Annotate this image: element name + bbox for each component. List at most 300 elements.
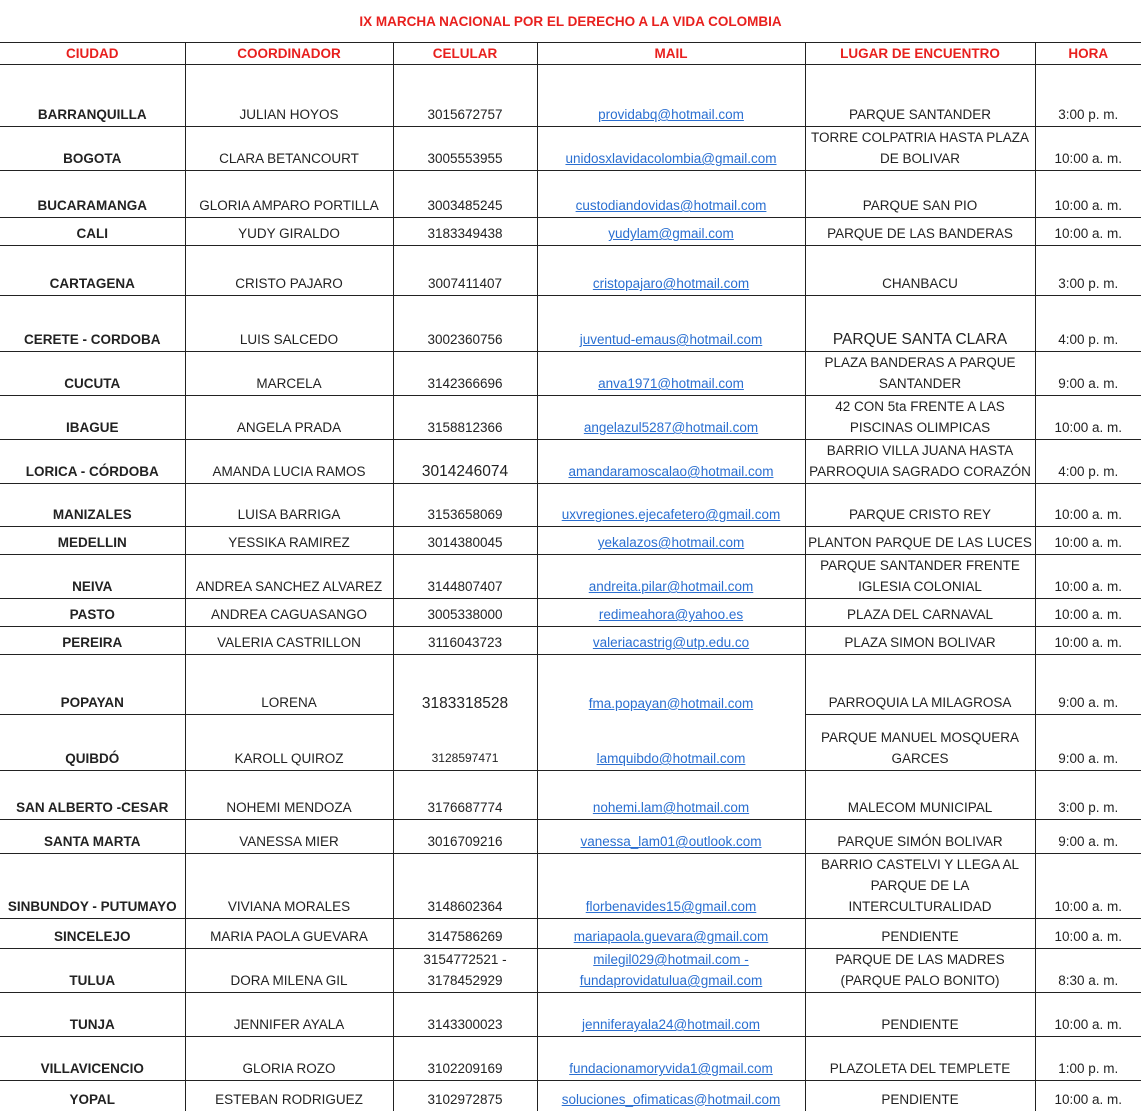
- lugar-text: TORRE COLPATRIA HASTA PLAZA DE BOLIVAR: [810, 130, 1030, 166]
- mail-cell[interactable]: [537, 771, 805, 820]
- lugar-text: PARQUE MANUEL MOSQUERA GARCES: [820, 730, 1020, 766]
- ciudad-text: BUCARAMANGA: [37, 198, 147, 213]
- ciudad-text: SANTA MARTA: [44, 834, 141, 849]
- hora-text: 10:00 a. m.: [1054, 198, 1123, 213]
- lugar-cell: [805, 527, 1035, 555]
- celular-text: 3116043723: [427, 635, 503, 650]
- ciudad-cell: [0, 1037, 185, 1081]
- ciudad-text: IBAGUE: [65, 420, 119, 435]
- celular-cell: [393, 484, 537, 527]
- celular-cell: [393, 65, 537, 127]
- mail-link[interactable]: nohemi.lam@hotmail.com: [592, 800, 750, 815]
- table-row: [0, 440, 1141, 484]
- mail-link[interactable]: juventud-emaus@hotmail.com: [579, 332, 763, 347]
- coordinador-cell: [185, 820, 393, 854]
- hora-text: 10:00 a. m.: [1054, 579, 1123, 594]
- ciudad-cell: [0, 527, 185, 555]
- lugar-text: MALECOM MUNICIPAL: [847, 800, 993, 815]
- hora-text: 1:00 p. m.: [1058, 1061, 1119, 1076]
- lugar-cell: [805, 655, 1035, 715]
- lugar-cell: [805, 820, 1035, 854]
- coordinador-cell: [185, 655, 393, 715]
- hora-cell: [1035, 820, 1141, 854]
- ciudad-cell: [0, 655, 185, 715]
- ciudad-cell: [0, 246, 185, 296]
- celular-text: 3183318528: [421, 694, 509, 712]
- lugar-cell: [805, 218, 1035, 246]
- mail-link[interactable]: soluciones_ofimaticas@hotmail.com: [561, 1091, 781, 1107]
- lugar-text: PENDIENTE: [881, 929, 959, 944]
- mail-link[interactable]: jenniferayala24@hotmail.com: [581, 1017, 761, 1032]
- coordinador-cell: [185, 1037, 393, 1081]
- ciudad-text: SAN ALBERTO -CESAR: [16, 800, 169, 815]
- coordinador-cell: [185, 599, 393, 627]
- celular-text: 3102209169: [427, 1061, 503, 1076]
- table-row: [0, 65, 1141, 127]
- celular-cell: [393, 555, 537, 599]
- coordinador-text: CLARA BETANCOURT: [219, 151, 359, 166]
- lugar-cell: [805, 715, 1035, 771]
- mail-link[interactable]: amandaramoscalao@hotmail.com: [568, 464, 774, 479]
- table-row: [0, 171, 1141, 218]
- table-row: [0, 599, 1141, 627]
- mail-cell[interactable]: [537, 949, 805, 993]
- ciudad-text: LORICA - CÓRDOBA: [25, 464, 159, 479]
- mail-link[interactable]: custodiandovidas@hotmail.com: [575, 198, 767, 213]
- lugar-cell: [805, 484, 1035, 527]
- hora-cell: [1035, 854, 1141, 919]
- hora-text: 10:00 a. m.: [1054, 929, 1123, 944]
- coordinador-text: DORA MILENA GIL: [230, 973, 348, 988]
- hora-cell: [1035, 1081, 1141, 1111]
- table-row: [0, 555, 1141, 599]
- ciudad-cell: [0, 599, 185, 627]
- sheet-title: IX MARCHA NACIONAL POR EL DERECHO A LA VIDA COLOMBIA: [359, 13, 782, 29]
- coordinador-cell: [185, 527, 393, 555]
- lugar-text: 42 CON 5ta FRENTE A LAS PISCINAS OLIMPICAS: [835, 399, 1005, 435]
- lugar-text: PLAZA SIMON BOLIVAR: [844, 635, 996, 650]
- hora-text: 10:00 a. m.: [1054, 226, 1123, 241]
- lugar-cell: [805, 993, 1035, 1037]
- lugar-cell: [805, 127, 1035, 171]
- ciudad-cell: [0, 919, 185, 949]
- table-row: [0, 854, 1141, 919]
- ciudad-text: CALI: [76, 226, 108, 241]
- mail-cell[interactable]: [537, 555, 805, 599]
- ciudad-text: TUNJA: [69, 1017, 115, 1032]
- mail-cell[interactable]: [537, 440, 805, 484]
- header-ciudad: CIUDAD: [0, 43, 185, 65]
- celular-text: 3128597471: [431, 751, 499, 765]
- coordinador-text: JULIAN HOYOS: [239, 107, 339, 122]
- hora-cell: [1035, 715, 1141, 771]
- hora-cell: [1035, 171, 1141, 218]
- lugar-text: PARQUE SANTANDER FRENTE IGLESIA COLONIAL: [820, 558, 1020, 594]
- hora-cell: [1035, 296, 1141, 352]
- ciudad-cell: [0, 1081, 185, 1111]
- celular-text: 3154772521 - 3178452929: [423, 952, 507, 988]
- celular-text: 3002360756: [427, 332, 503, 347]
- table-row: [0, 396, 1141, 440]
- celular-cell: [393, 352, 537, 396]
- lugar-text: PARQUE DE LAS MADRES (PARQUE PALO BONITO): [835, 952, 1005, 988]
- hora-text: 10:00 a. m.: [1054, 1017, 1123, 1032]
- lugar-text: PARQUE SANTA CLARA: [832, 331, 1008, 348]
- lugar-cell: [805, 555, 1035, 599]
- table-row: [0, 949, 1141, 993]
- header-lugar: LUGAR DE ENCUENTRO: [805, 43, 1035, 65]
- celular-text: 3147586269: [427, 929, 503, 944]
- mail-cell[interactable]: [537, 599, 805, 627]
- ciudad-cell: [0, 820, 185, 854]
- mail-link[interactable]: yudylam@gmail.com: [608, 226, 734, 241]
- header-coordinador: COORDINADOR: [185, 43, 393, 65]
- ciudad-cell: [0, 993, 185, 1037]
- hora-text: 9:00 a. m.: [1058, 751, 1119, 766]
- coordinador-cell: [185, 171, 393, 218]
- table-row: [0, 296, 1141, 352]
- hora-text: 10:00 a. m.: [1054, 1091, 1123, 1107]
- table-row: [0, 771, 1141, 820]
- mail-link[interactable]: cristopajaro@hotmail.com: [592, 276, 750, 291]
- ciudad-text: BOGOTA: [63, 151, 122, 166]
- coordinador-cell: [185, 949, 393, 993]
- celular-text: 3015672757: [427, 107, 503, 122]
- celular-text: 3148602364: [427, 899, 503, 914]
- coordinador-cell: [185, 484, 393, 527]
- celular-cell: [393, 440, 537, 484]
- celular-text: 3158812366: [427, 420, 503, 435]
- ciudad-cell: [0, 65, 185, 127]
- lugar-text: PLAZOLETA DEL TEMPLETE: [829, 1061, 1011, 1076]
- hora-text: 3:00 p. m.: [1058, 107, 1119, 122]
- lugar-cell: [805, 352, 1035, 396]
- header-hora: HORA: [1035, 43, 1141, 65]
- ciudad-cell: [0, 440, 185, 484]
- coordinador-text: GLORIA AMPARO PORTILLA: [199, 198, 379, 213]
- ciudad-text: MANIZALES: [52, 507, 132, 522]
- hora-cell: [1035, 246, 1141, 296]
- table-body: [0, 65, 1141, 1111]
- coordinador-cell: [185, 919, 393, 949]
- celular-cell: [393, 171, 537, 218]
- lugar-cell: [805, 599, 1035, 627]
- hora-cell: [1035, 527, 1141, 555]
- ciudad-text: YOPAL: [69, 1091, 115, 1107]
- lugar-text: PLAZA BANDERAS A PARQUE SANTANDER: [824, 355, 1016, 391]
- coordinador-text: VIVIANA MORALES: [227, 899, 351, 914]
- ciudad-text: PEREIRA: [62, 635, 123, 650]
- hora-text: 9:00 a. m.: [1058, 376, 1119, 391]
- celular-text: 3176687774: [427, 800, 503, 815]
- ciudad-text: TULUA: [69, 973, 116, 988]
- table-row: [0, 246, 1141, 296]
- ciudad-text: BARRANQUILLA: [37, 107, 147, 122]
- lugar-text: PARROQUIA LA MILAGROSA: [828, 695, 1012, 710]
- lugar-cell: [805, 1037, 1035, 1081]
- table-row: [0, 484, 1141, 527]
- lugar-cell: [805, 854, 1035, 919]
- mail-link[interactable]: angelazul5287@hotmail.com: [583, 420, 759, 435]
- ciudad-text: SINCELEJO: [53, 929, 131, 944]
- table-row: [0, 655, 1141, 715]
- ciudad-cell: [0, 627, 185, 655]
- hora-text: 3:00 p. m.: [1058, 800, 1119, 815]
- table-row: [0, 1037, 1141, 1081]
- ciudad-text: SINBUNDOY - PUTUMAYO: [7, 899, 177, 914]
- lugar-cell: [805, 65, 1035, 127]
- hora-cell: [1035, 352, 1141, 396]
- table-row: [0, 715, 1141, 771]
- lugar-cell: [805, 1081, 1035, 1111]
- lugar-text: PENDIENTE: [881, 1091, 959, 1107]
- ciudad-cell: [0, 771, 185, 820]
- celular-cell: [393, 771, 537, 820]
- ciudad-cell: [0, 854, 185, 919]
- mail-cell[interactable]: [537, 218, 805, 246]
- hora-text: 3:00 p. m.: [1058, 276, 1119, 291]
- coordinador-cell: [185, 555, 393, 599]
- mail-link[interactable]: mariapaola.guevara@gmail.com: [573, 929, 769, 944]
- coordinador-cell: [185, 296, 393, 352]
- coordinador-text: GLORIA ROZO: [242, 1061, 336, 1076]
- mail-cell[interactable]: [537, 127, 805, 171]
- coordinador-cell: [185, 246, 393, 296]
- table-row: [0, 218, 1141, 246]
- hora-cell: [1035, 396, 1141, 440]
- coordinador-text: VANESSA MIER: [239, 834, 339, 849]
- hora-text: 10:00 a. m.: [1054, 420, 1123, 435]
- ciudad-cell: [0, 352, 185, 396]
- hora-text: 10:00 a. m.: [1054, 151, 1123, 166]
- hora-text: 10:00 a. m.: [1054, 635, 1123, 650]
- coordinador-cell: [185, 854, 393, 919]
- mail-link[interactable]: valeriacastrig@utp.edu.co: [592, 635, 750, 650]
- mail-link[interactable]: yekalazos@hotmail.com: [597, 535, 745, 550]
- coordinador-text: JENNIFER AYALA: [233, 1017, 345, 1032]
- celular-cell: [393, 715, 537, 771]
- lugar-text: PARQUE CRISTO REY: [848, 507, 992, 522]
- coordinador-text: ANDREA SANCHEZ ALVAREZ: [195, 579, 383, 594]
- hora-cell: [1035, 771, 1141, 820]
- header-mail: MAIL: [537, 43, 805, 65]
- mail-link[interactable]: redimeahora@yahoo.es: [598, 607, 744, 622]
- celular-text: 3153658069: [427, 507, 503, 522]
- mail-link[interactable]: andreita.pilar@hotmail.com: [588, 579, 754, 594]
- coordinador-text: ANDREA CAGUASANGO: [210, 607, 368, 622]
- ciudad-text: CUCUTA: [64, 376, 121, 391]
- celular-text: 3005338000: [427, 607, 503, 622]
- celular-cell: [393, 127, 537, 171]
- mail-cell[interactable]: [537, 65, 805, 127]
- lugar-cell: [805, 949, 1035, 993]
- hora-cell: [1035, 440, 1141, 484]
- mail-cell[interactable]: [537, 627, 805, 655]
- hora-cell: [1035, 655, 1141, 715]
- celular-text: 3005553955: [427, 151, 503, 166]
- celular-cell: [393, 919, 537, 949]
- celular-text: 3143300023: [427, 1017, 503, 1032]
- ciudad-cell: [0, 218, 185, 246]
- coordinador-text: AMANDA LUCIA RAMOS: [212, 464, 366, 479]
- lugar-cell: [805, 296, 1035, 352]
- ciudad-text: VILLAVICENCIO: [40, 1061, 144, 1076]
- celular-text: 3144807407: [427, 579, 503, 594]
- coordinador-text: KAROLL QUIROZ: [234, 751, 344, 766]
- mail-link[interactable]: fundacionamoryvida1@gmail.com: [569, 1061, 773, 1076]
- hora-cell: [1035, 65, 1141, 127]
- lugar-text: PARQUE SANTANDER: [848, 107, 992, 122]
- celular-text: 3016709216: [427, 834, 503, 849]
- lugar-cell: [805, 440, 1035, 484]
- celular-cell: [393, 599, 537, 627]
- marcha-table: [0, 42, 1141, 1111]
- coordinador-text: YESSIKA RAMIREZ: [228, 535, 350, 550]
- coordinador-text: LUIS SALCEDO: [239, 332, 339, 347]
- coordinador-cell: [185, 993, 393, 1037]
- mail-link[interactable]: milegil029@hotmail.com - fundaprovidatulua@gmail.com: [579, 952, 763, 988]
- coordinador-cell: [185, 715, 393, 771]
- header-row: [0, 43, 1141, 65]
- hora-cell: [1035, 993, 1141, 1037]
- coordinador-cell: [185, 65, 393, 127]
- coordinador-text: NOHEMI MENDOZA: [226, 800, 352, 815]
- celular-cell: [393, 655, 537, 715]
- coordinador-cell: [185, 771, 393, 820]
- lugar-text: BARRIO CASTELVI Y LLEGA AL PARQUE DE LA INTERCULTURALIDAD: [820, 857, 1020, 914]
- mail-cell[interactable]: [537, 993, 805, 1037]
- celular-text: 3183349438: [427, 226, 503, 241]
- table-row: [0, 527, 1141, 555]
- ciudad-cell: [0, 171, 185, 218]
- ciudad-cell: [0, 396, 185, 440]
- celular-text: 3007411407: [427, 276, 503, 291]
- celular-cell: [393, 527, 537, 555]
- celular-text: 3142366696: [427, 376, 503, 391]
- lugar-cell: [805, 246, 1035, 296]
- mail-cell[interactable]: [537, 919, 805, 949]
- celular-cell: [393, 854, 537, 919]
- celular-cell: [393, 820, 537, 854]
- celular-text: 3014246074: [421, 463, 509, 480]
- table-row: [0, 627, 1141, 655]
- lugar-text: BARRIO VILLA JUANA HASTA PARROQUIA SAGRADO CORAZÓN: [809, 443, 1031, 479]
- mail-link[interactable]: florbenavides15@gmail.com: [585, 899, 757, 914]
- ciudad-cell: [0, 715, 185, 771]
- coordinador-text: MARIA PAOLA GUEVARA: [210, 929, 368, 944]
- lugar-text: PLANTON PARQUE DE LAS LUCES: [808, 535, 1032, 550]
- mail-link[interactable]: lamquibdo@hotmail.com: [596, 751, 746, 766]
- ciudad-text: CERETE - CORDOBA: [23, 332, 161, 347]
- hora-cell: [1035, 127, 1141, 171]
- hora-cell: [1035, 484, 1141, 527]
- lugar-text: PENDIENTE: [881, 1017, 959, 1032]
- hora-cell: [1035, 949, 1141, 993]
- ciudad-text: POPAYAN: [60, 695, 124, 710]
- coordinador-cell: [185, 396, 393, 440]
- table-row: [0, 993, 1141, 1037]
- mail-cell[interactable]: [537, 715, 805, 771]
- celular-cell: [393, 993, 537, 1037]
- celular-cell: [393, 949, 537, 993]
- table-row: [0, 1081, 1141, 1111]
- hora-text: 4:00 p. m.: [1058, 332, 1119, 347]
- ciudad-text: NEIVA: [72, 579, 113, 594]
- celular-cell: [393, 296, 537, 352]
- lugar-text: CHANBACU: [882, 276, 958, 291]
- coordinador-text: LUISA BARRIGA: [237, 507, 341, 522]
- mail-cell[interactable]: [537, 296, 805, 352]
- mail-link[interactable]: uxvregiones.ejecafetero@gmail.com: [561, 507, 781, 522]
- coordinador-text: CRISTO PAJARO: [235, 276, 343, 291]
- celular-cell: [393, 396, 537, 440]
- hora-cell: [1035, 627, 1141, 655]
- mail-link[interactable]: providabq@hotmail.com: [598, 107, 744, 122]
- mail-cell[interactable]: [537, 854, 805, 919]
- mail-cell[interactable]: [537, 655, 805, 715]
- mail-cell[interactable]: [537, 484, 805, 527]
- hora-text: 4:00 p. m.: [1058, 464, 1119, 479]
- coordinador-cell: [185, 127, 393, 171]
- hora-cell: [1035, 1037, 1141, 1081]
- mail-link[interactable]: unidosxlavidacolombia@gmail.com: [565, 151, 777, 166]
- mail-link[interactable]: anva1971@hotmail.com: [598, 376, 744, 391]
- celular-text: 3102972875: [427, 1091, 503, 1107]
- table-row: [0, 820, 1141, 854]
- celular-cell: [393, 246, 537, 296]
- coordinador-text: ANGELA PRADA: [236, 420, 342, 435]
- mail-cell[interactable]: [537, 527, 805, 555]
- lugar-text: PARQUE SIMÓN BOLIVAR: [837, 834, 1003, 849]
- mail-cell[interactable]: [537, 171, 805, 218]
- celular-cell: [393, 1081, 537, 1111]
- table-row: [0, 127, 1141, 171]
- mail-cell[interactable]: [537, 396, 805, 440]
- hora-text: 9:00 a. m.: [1058, 695, 1119, 710]
- ciudad-text: MEDELLIN: [57, 535, 127, 550]
- mail-cell[interactable]: [537, 1037, 805, 1081]
- lugar-text: PARQUE SAN PIO: [862, 198, 978, 213]
- hora-text: 10:00 a. m.: [1054, 535, 1123, 550]
- mail-cell[interactable]: [537, 246, 805, 296]
- ciudad-cell: [0, 555, 185, 599]
- ciudad-cell: [0, 949, 185, 993]
- lugar-cell: [805, 771, 1035, 820]
- hora-cell: [1035, 919, 1141, 949]
- hora-text: 8:30 a. m.: [1058, 973, 1119, 988]
- celular-text: 3014380045: [427, 535, 503, 550]
- celular-cell: [393, 627, 537, 655]
- mail-cell[interactable]: [537, 352, 805, 396]
- table-row: [0, 352, 1141, 396]
- mail-cell[interactable]: [537, 820, 805, 854]
- mail-link[interactable]: fma.popayan@hotmail.com: [588, 695, 754, 711]
- mail-link[interactable]: vanessa_lam01@outlook.com: [580, 834, 762, 849]
- ciudad-text: PASTO: [69, 607, 115, 622]
- celular-cell: [393, 1037, 537, 1081]
- ciudad-text: QUIBDÓ: [65, 751, 120, 766]
- lugar-cell: [805, 919, 1035, 949]
- hora-text: 9:00 a. m.: [1058, 834, 1119, 849]
- hora-text: 10:00 a. m.: [1054, 507, 1123, 522]
- hora-cell: [1035, 218, 1141, 246]
- ciudad-cell: [0, 296, 185, 352]
- coordinador-cell: [185, 218, 393, 246]
- mail-cell[interactable]: [537, 1081, 805, 1111]
- coordinador-text: LORENA: [261, 695, 317, 710]
- ciudad-cell: [0, 127, 185, 171]
- hora-cell: [1035, 599, 1141, 627]
